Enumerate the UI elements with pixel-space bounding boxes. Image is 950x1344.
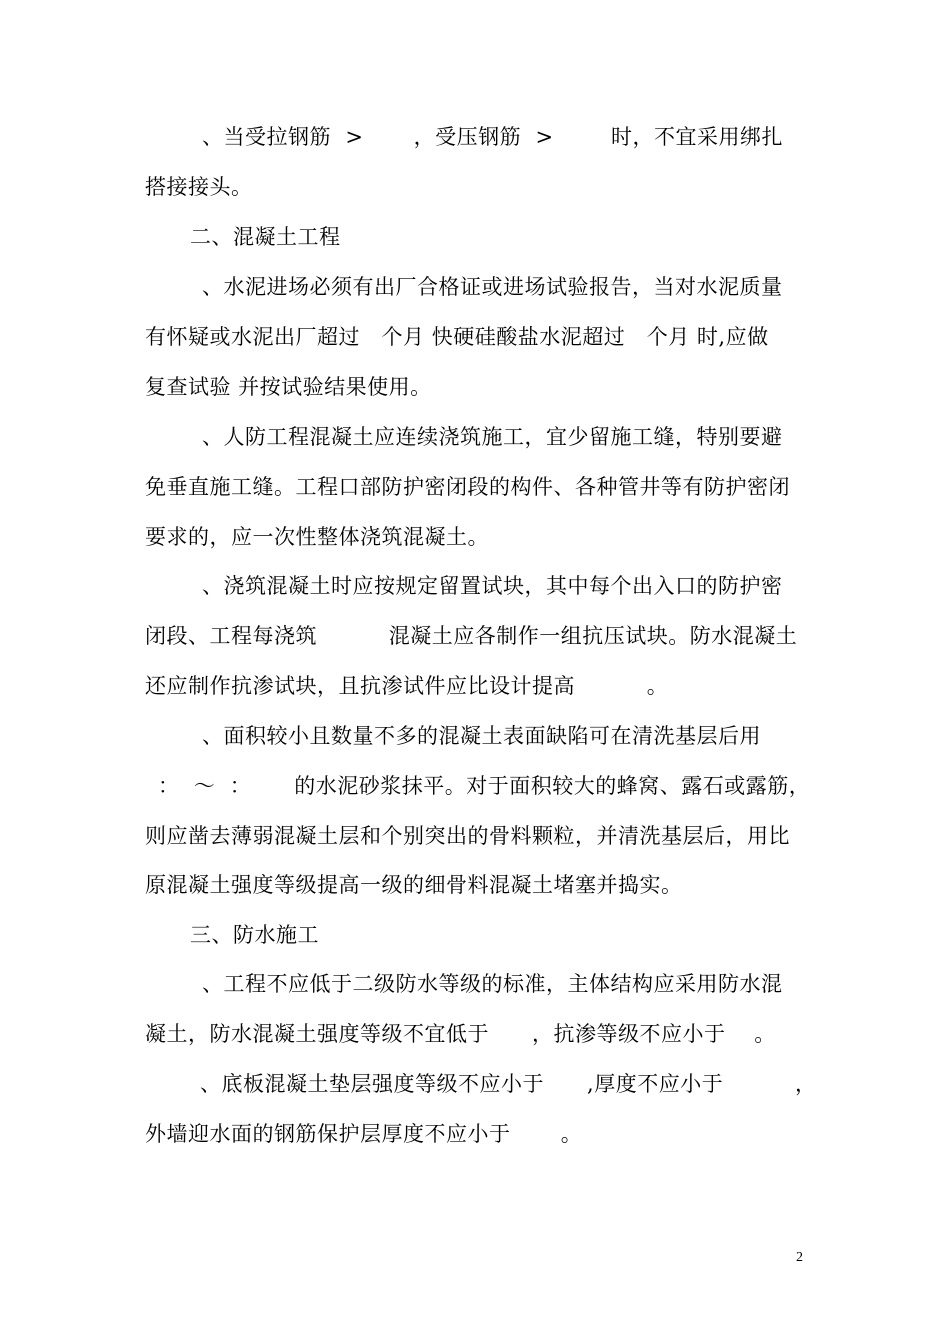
- text-line-4: 、水泥进场必须有出厂合格证或进场试验报告，当对水泥质量: [202, 275, 783, 299]
- text-line-6: 复查试验 并按试验结果使用。: [145, 375, 432, 399]
- text-line-5: 有怀疑或水泥出厂超过 个月 快硬硅酸盐水泥超过 个月 时,应做: [145, 325, 769, 349]
- text-line-12: 还应制作抗渗试块，且抗渗试件应比设计提高 。: [145, 674, 669, 698]
- text-line-14: ： ～ ： 的水泥砂浆抹平。对于面积较大的蜂窝、露石或露筋，: [158, 774, 811, 798]
- text-line-11: 闭段、工程每浇筑 混凝土应各制作一组抗压试块。防水混凝土: [145, 624, 798, 648]
- page-number: 2: [796, 1250, 803, 1265]
- text-line-19: 凝土，防水混凝土强度等级不宜低于 ，抗渗等级不应小于 。: [145, 1022, 776, 1046]
- text-line-13: 、面积较小且数量不多的混凝土表面缺陷可在清洗基层后用: [202, 724, 761, 748]
- text-line-2: 搭接接头。: [145, 175, 253, 199]
- text-line-9: 要求的，应一次性整体浇筑混凝土。: [145, 525, 489, 549]
- text-line-7: 、人防工程混凝土应连续浇筑施工，宜少留施工缝，特别要避: [202, 425, 783, 449]
- section-heading-concrete: 二、混凝土工程: [190, 225, 341, 249]
- text-line-16: 原混凝土强度等级提高一级的细骨料混凝土堵塞并捣实。: [145, 873, 683, 897]
- section-heading-waterproofing: 三、防水施工: [190, 923, 319, 947]
- text-line-10: 、浇筑混凝土时应按规定留置试块，其中每个出入口的防护密: [202, 574, 783, 598]
- text-line-20: 、底板混凝土垫层强度等级不应小于 ,厚度不应小于 ，: [200, 1072, 817, 1096]
- text-line-21: 外墙迎水面的钢筋保护层厚度不应小于 。: [145, 1122, 583, 1146]
- text-line-15: 则应凿去薄弱混凝土层和个别突出的骨料颗粒，并清洗基层后，用比: [145, 824, 790, 848]
- text-line-1: 、当受拉钢筋 > ，受压钢筋 > 时，不宜采用绑扎: [202, 125, 784, 149]
- text-line-8: 免垂直施工缝。工程口部防护密闭段的构件、各种管井等有防护密闭: [145, 475, 790, 499]
- text-line-18: 、工程不应低于二级防水等级的标准，主体结构应采用防水混: [202, 972, 783, 996]
